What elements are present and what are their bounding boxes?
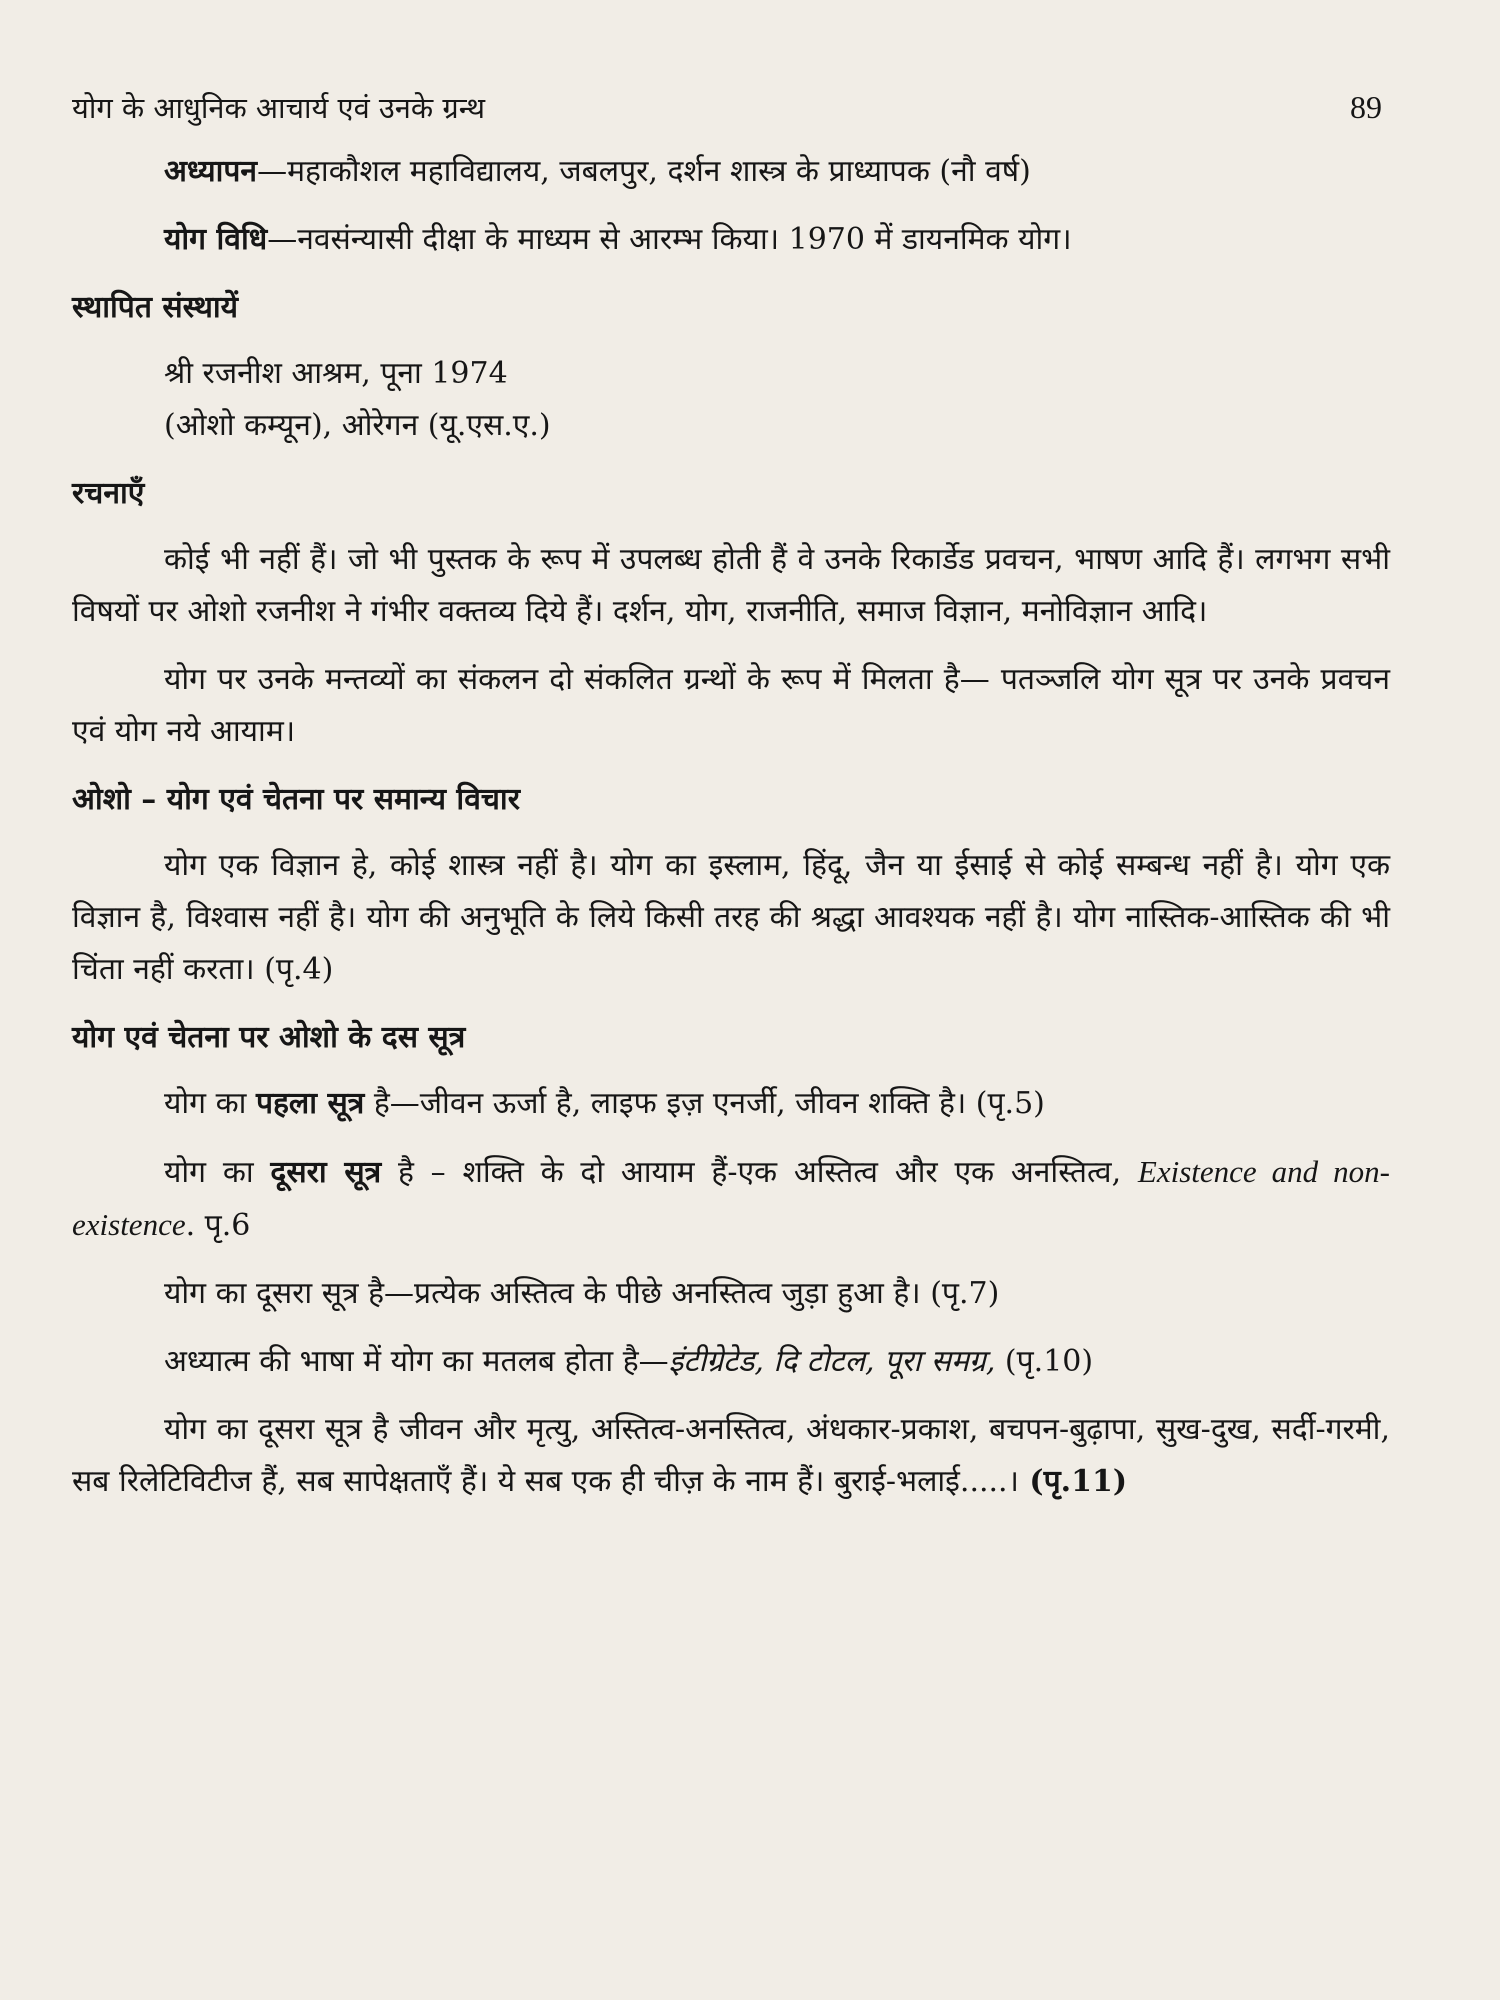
existence-english-text: Existence and non-existence (72, 1154, 1390, 1242)
career-paragraph (72, 146, 1390, 198)
second-sutra-paragraph (72, 1146, 1390, 1252)
works-heading: रचनाएँ (72, 476, 145, 511)
general-views-heading: ओशो – योग एवं चेतना पर समान्य विचार (72, 782, 520, 817)
first-sutra-prefix: योग का (164, 1086, 256, 1121)
institution-oregon: (ओशो कम्यून), ओरेगन (यू.एस.ए.) (164, 408, 551, 443)
career-text: —महाकौशल महाविद्यालय, जबलपुर, दर्शन शास्त्र के प्राध्यापक (नौ वर्ष) (257, 154, 1031, 189)
spirituality-italic-text: इंटीग्रेटेड, दि टोटल, पूरा समग्र, (668, 1344, 996, 1379)
page-header (72, 88, 1390, 146)
spirituality-reference: (पृ.10) (995, 1344, 1094, 1379)
yoga-method-text: —नवसंन्यासी दीक्षा के माध्यम से आरम्भ किया। 1970 में डायनमिक योग। (267, 222, 1072, 257)
page-number: 89 (1350, 89, 1382, 125)
institutions-heading: स्थापित संस्थायें (72, 290, 239, 325)
institutions-list (72, 348, 1390, 452)
ten-sutras-heading: योग एवं चेतना पर ओशो के दस सूत्र (72, 1020, 466, 1055)
third-sutra-paragraph: योग का दूसरा सूत्र है—प्रत्येक अस्तित्व के पीछे अनस्तित्व जुड़ा हुआ है। (पृ.7) (164, 1276, 1000, 1311)
works-paragraph: कोई भी नहीं हैं। जो भी पुस्तक के रूप में उपलब्ध होती हैं वे उनके रिकार्डेड प्रवचन, भाषण आदि हैं। लगभग सभी विषयों पर ओशो रजनीश ने गंभीर वक्तव्य दिये हैं। दर्शन, योग, राजनीति, समाज विज्ञान, मनोविज्ञान आदि। (72, 542, 1390, 629)
second-sutra-reference: . पृ.6 (185, 1208, 251, 1243)
second-sutra-prefix: योग का (164, 1155, 271, 1190)
running-title: योग के आधुनिक आचार्य एवं उनके ग्रन्थ (72, 91, 486, 125)
second-sutra-text: है – शक्ति के दो आयाम हैं-एक अस्तित्व और एक अनस्तित्व, (381, 1155, 1138, 1190)
relativity-reference: (पृ.11) (1018, 1464, 1128, 1499)
institution-pune: श्री रजनीश आश्रम, पूना 1974 (164, 356, 508, 391)
relativity-paragraph (72, 1404, 1390, 1508)
yoga-method-paragraph (72, 214, 1390, 266)
relativity-text: योग का दूसरा सूत्र है जीवन और मृत्यु, अस्तित्व-अनस्तित्व, अंधकार-प्रकाश, बचपन-बुढ़ापा, सुख-दुख, सर्दी-गरमी, सब रिलेटिविटीज हैं, सब सापेक्षताएँ हैं। ये सब एक ही चीज़ के नाम हैं। बुराई-भलाई.....। (72, 1412, 1390, 1499)
spirituality-paragraph (72, 1336, 1390, 1388)
second-sutra-label: दूसरा सूत्र (270, 1155, 382, 1190)
first-sutra-text: है—जीवन ऊर्जा है, लाइफ इज़ एनर्जी, जीवन शक्ति है। (पृ.5) (364, 1086, 1045, 1121)
yoga-method-label: योग विधि (164, 222, 268, 257)
general-views-paragraph: योग एक विज्ञान हे, कोई शास्त्र नहीं है। योग का इस्लाम, हिंदू, जैन या ईसाई से कोई सम्बन्ध नहीं है। योग एक विज्ञान है, विश्वास नहीं है। योग की अनुभूति के लिये किसी तरह की श्रद्धा आवश्यक नहीं है। योग नास्तिक-आस्तिक की भी चिंता नहीं करता। (पृ.4) (72, 848, 1390, 987)
first-sutra-paragraph (72, 1078, 1390, 1130)
first-sutra-label: पहला सूत्र (255, 1086, 365, 1121)
spirituality-prefix: अध्यात्म की भाषा में योग का मतलब होता है— (164, 1344, 669, 1379)
compiled-works-paragraph: योग पर उनके मन्तव्यों का संकलन दो संकलित ग्रन्थों के रूप में मिलता है— पतञ्जलि योग सूत्र पर उनके प्रवचन एवं योग नये आयाम। (72, 662, 1390, 749)
career-label: अध्यापन (164, 154, 258, 189)
